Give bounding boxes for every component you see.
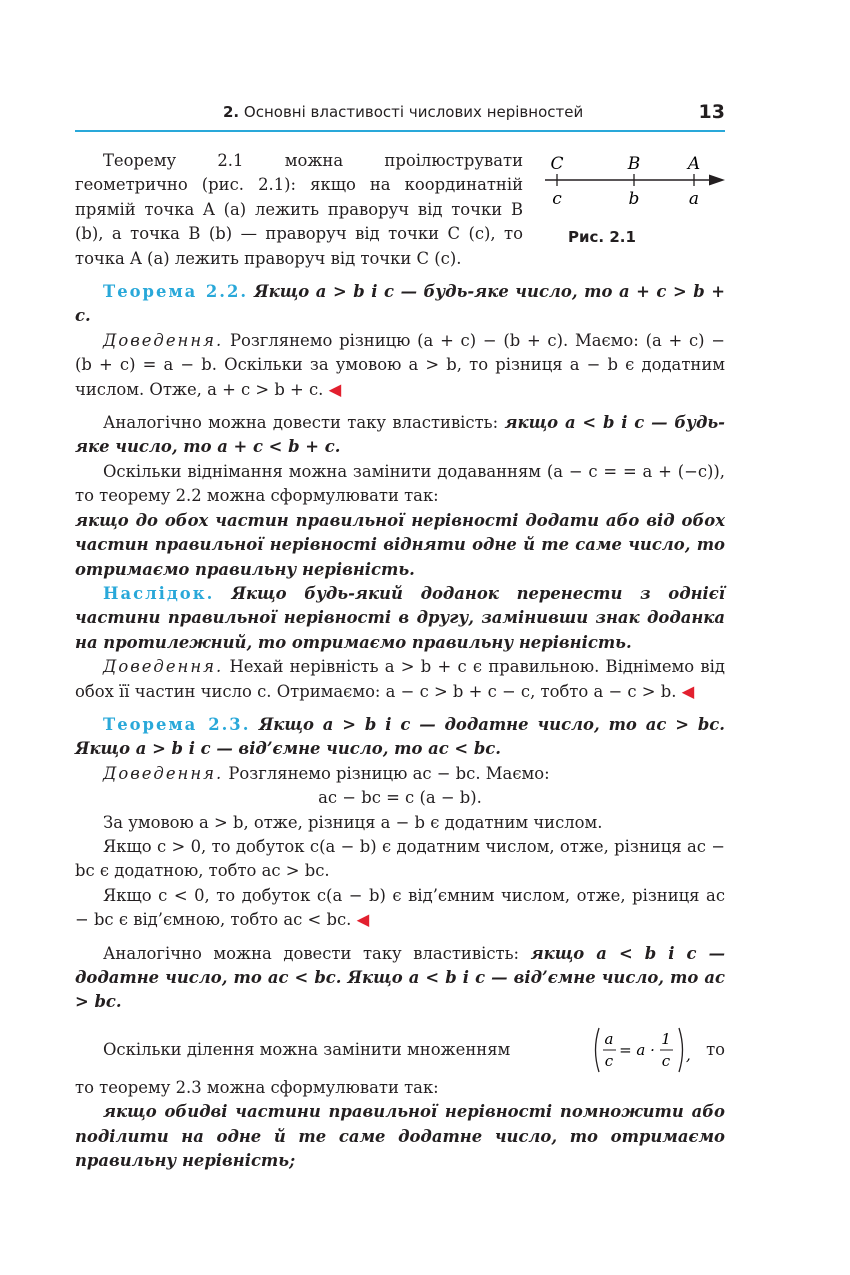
theorem-label: Теорема 2.2. [103, 282, 249, 302]
proof-line-3 [75, 884, 725, 933]
theorem-label: Теорема 2.3. [103, 714, 251, 734]
corollary-proof [75, 655, 725, 704]
proof-label: Доведення. [103, 330, 224, 350]
theorem-statement: Якщо a > b і c — додатне число, то ac > bc. Якщо a > b і c — від’ємне число, то ac < bc. [75, 714, 725, 759]
label-upper-a: A [687, 154, 701, 174]
similar-text: Аналогічно можна довести таку властивість: [103, 413, 499, 433]
figure-number-line [545, 149, 725, 249]
division-paragraph: Оскільки ділення можна замінити множенням a c = a · 1 c , то [75, 1024, 725, 1076]
end-of-proof-icon: ◀ [681, 681, 695, 701]
similar-property-1 [75, 411, 725, 460]
similar-statement: якщо a < b і c — додатне число, то ac < bc. Якщо a < b і c — від’ємне число, то ac > bc. [75, 943, 725, 1012]
figure-caption: Рис. 2.1 [568, 228, 636, 246]
corollary [75, 582, 725, 655]
label-lower-b: b [628, 189, 640, 209]
label-upper-b: B [627, 154, 641, 174]
similar-text: Аналогічно можна довести таку властивість: [103, 943, 520, 963]
subtraction-statement: якщо до обох частин правильної нерівності додати або від обох частин правильної нерівності відняти одне й те саме число, то отримаємо правильну нерівність. [75, 510, 725, 579]
fraction-formula-graphic [591, 1026, 691, 1074]
division-text-a: Оскільки ділення можна замінити множенням [103, 1039, 511, 1059]
chapter-title [223, 103, 583, 121]
proof-label: Доведення. [103, 763, 224, 783]
proof-label: Доведення. [103, 657, 224, 677]
frac-den-left: c [604, 1051, 614, 1070]
division-text-b: то теорему 2.3 можна сформулювати так: [75, 1077, 439, 1097]
proof-2-3 [75, 762, 725, 786]
number-line-diagram [545, 149, 725, 219]
proof-formula: ac − bc = c (a − b). [318, 788, 482, 808]
label-lower-c: c [552, 189, 562, 209]
intro-paragraph: Теорему 2.1 можна проілюструвати геометрично (рис. 2.1): якщо на координатній прямій точка A (a) лежить праворуч від точки B (b), а точка B (b) — праворуч від точки C (c), то точка A (a) лежить праворуч від точки C (c). [75, 151, 523, 268]
division-formula [591, 1026, 691, 1074]
left-paren-icon [596, 1028, 600, 1072]
page-body [75, 149, 725, 1173]
final-statement: якщо обидві частини правильної нерівності помножити або поділити на одне й те саме додатне число, то отримаємо правильну нерівність; [75, 1102, 725, 1171]
proof-line-1: За умовою a > b, отже, різниця a − b є додатним числом. [103, 812, 603, 832]
frac-middle: = a · [619, 1040, 655, 1059]
label-upper-c: C [550, 154, 564, 174]
svg-text:,: , [686, 1045, 691, 1064]
proof-text: Нехай нерівність a > b + c є правильною. Віднімемо від обох її частин число c. Отримаємо: a − c > b + c − c, тобто a − c > b. [75, 657, 725, 701]
page-header [75, 100, 725, 132]
proof-text: Розглянемо різницю ac − bc. Маємо: [228, 763, 550, 783]
chapter-name: Основні властивості числових нерівностей [243, 103, 584, 121]
proof-text: Якщо c < 0, то добуток c(a − b) є від’ємним числом, отже, різниця ac − bc є від’ємною, тобто ac < bc. [75, 885, 725, 930]
proof-line-2: Якщо c > 0, то добуток c(a − b) є додатним числом, отже, різниця ac − bc є додатною, тобто ac > bc. [75, 836, 725, 881]
corollary-label: Наслідок. [103, 583, 215, 603]
label-lower-a: a [688, 189, 700, 209]
theorem-2-3 [75, 713, 725, 762]
end-of-proof-icon: ◀ [356, 910, 370, 930]
theorem-statement: Якщо a > b і c — будь-яке число, то a + c > b + c. [75, 282, 725, 326]
proof-text: Розглянемо різницю (a + c) − (b + c). Маємо: (a + c) − (b + c) = a − b. Оскільки за умовою a > b, то різниця a − b є додатним числом. Отже, a + c > b + c. [75, 330, 725, 399]
frac-den-right: c [661, 1051, 671, 1070]
similar-property-2 [75, 942, 725, 1015]
frac-num-left: a [604, 1029, 614, 1048]
right-paren-icon [679, 1028, 683, 1072]
proof-2-2 [75, 329, 725, 402]
similar-statement: якщо a < b і c — будь-яке число, то a + c < b + c. [75, 413, 725, 457]
end-of-proof-icon: ◀ [328, 379, 342, 399]
subtraction-paragraph: Оскільки віднімання можна замінити додаванням (a − c = = a + (−c)), то теорему 2.2 можна сформулювати так: [75, 461, 725, 506]
chapter-number: 2. [223, 103, 240, 121]
page-number: 13 [698, 101, 725, 123]
corollary-statement: Якщо будь-який доданок перенести з однієї частини правильної нерівності в другу, замінивши знак доданка на протилежний, то отримаємо правильну нерівність. [75, 583, 725, 652]
theorem-2-2 [75, 280, 725, 329]
frac-num-right: 1 [661, 1029, 671, 1048]
axis-arrow-icon [709, 175, 725, 186]
